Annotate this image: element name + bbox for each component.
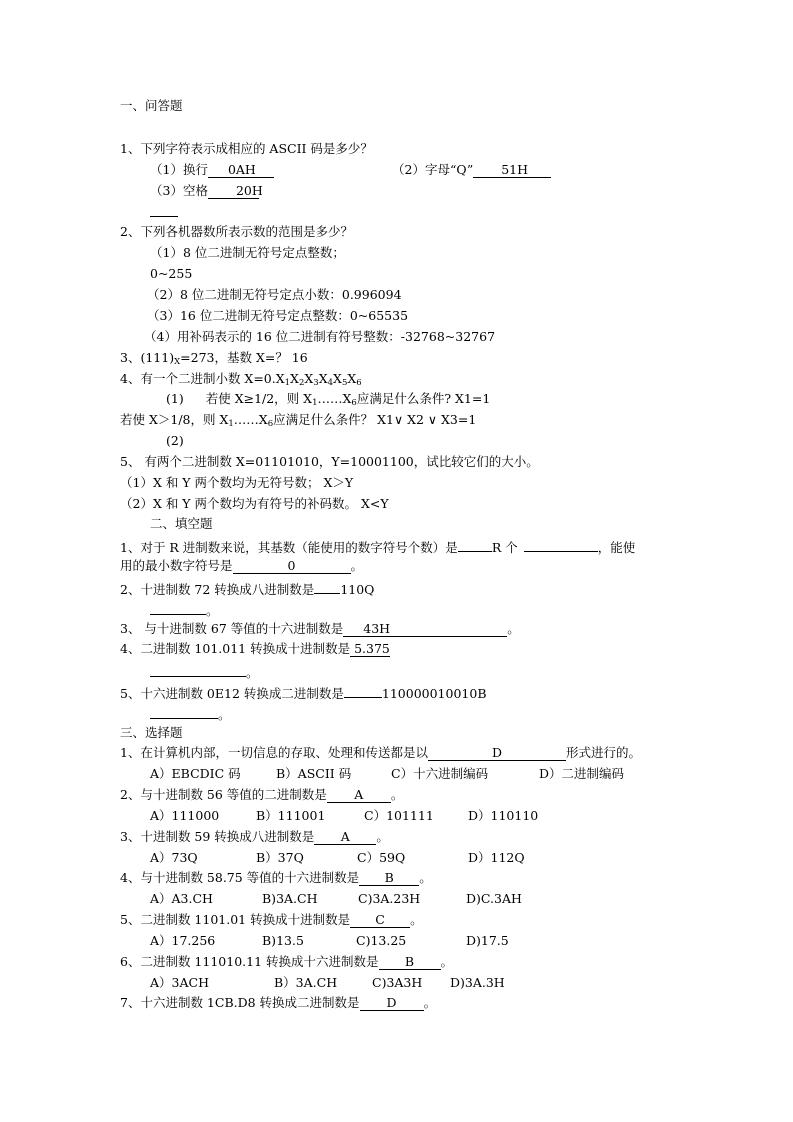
question-1-part-1 [150, 162, 274, 178]
fill-4-cont: 。 [150, 662, 259, 681]
fill-1: 1、对于 R 进制数来说，其基数（能使用的数字符号个数）是 R 个 ，能使 [120, 537, 635, 556]
answer-blank: A [327, 788, 391, 803]
answer-blank [150, 600, 206, 615]
option-d: D）二进制编码 [539, 766, 625, 781]
option-a: A）17.256 [150, 933, 216, 948]
option-d: D)C.3AH [466, 891, 522, 906]
question-4-part-2: (2) [166, 433, 184, 448]
answer-blank [344, 683, 382, 698]
question-2: 2、下列各机器数所表示数的范围是多少？ [120, 224, 353, 239]
question-5-part-2: （2）X 和 Y 两个数均为有符号的补码数。 X<Y [120, 496, 389, 511]
section-heading-choice: 三、选择题 [120, 725, 183, 740]
answer-blank: D [428, 746, 566, 761]
question-2-part-1-answer: 0~255 [150, 266, 193, 281]
option-c: C)3A3H [372, 975, 423, 990]
option-a: A）111000 [150, 808, 220, 823]
answer-blank: B [379, 955, 441, 970]
option-d: D）110110 [468, 808, 539, 823]
option-c: C）59Q [357, 850, 406, 865]
option-a: A）EBCDIC 码 [150, 766, 241, 781]
option-a: A）3ACH [150, 975, 209, 990]
answer-blank: B [359, 871, 419, 886]
fill-2-cont: 。 [150, 600, 219, 619]
option-c: C）101111 [364, 808, 434, 823]
fill-2: 2、十进制数 72 转换成八进制数是 110Q [120, 579, 374, 598]
choice-5: 5、二进制数 1101.01 转换成十进制数是 C 。 [120, 912, 423, 927]
question-1-part-2 [392, 162, 551, 178]
choice-4: 4、与十进制数 58.75 等值的十六进制数是 B 。 [120, 870, 432, 885]
answer-blank [458, 537, 492, 552]
option-d: D)17.5 [466, 933, 509, 948]
fill-3: 3、 与十进制数 67 等值的十六进制数是 43H 。 [120, 621, 520, 636]
answer-blank: 51H [473, 163, 551, 178]
question-2-part-4: （4）用补码表示的 16 位二进制有符号整数：-32768~32767 [144, 329, 496, 344]
question-4-part-1-cont: 若使 X＞1/8，则 $X_1\dots\dots X_6$应满足什么条件？ X1∨ X2 ∨ X3=1 [120, 412, 477, 429]
choice-1: 1、在计算机内部，一切信息的存取、处理和传送都是以 D 形式进行的。 [120, 745, 641, 760]
answer-blank: C [350, 913, 410, 928]
question-2-part-2: （2）8 位二进制无符号定点小数：0.996094 [147, 287, 402, 302]
fill-1-line-2: 用的最小数字符号是 0 。 [120, 558, 364, 573]
question-4-part-1: (1) 若使 X≥1/2，则 $X_1\dots\dots X_6$应满足什么条件? X1=1 [166, 391, 491, 408]
option-b: B）3A.CH [274, 975, 338, 990]
answer-blank [524, 537, 598, 552]
option-a: A）73Q [150, 850, 198, 865]
section-heading-fill: 二、填空题 [150, 516, 213, 531]
section-heading-qa: 一、问答题 [120, 98, 183, 113]
answer-blank [314, 579, 340, 594]
option-d: D)3A.3H [450, 975, 505, 990]
answer-blank: 20H [208, 184, 259, 199]
fill-4: 4、二进制数 101.011 转换成十进制数是 5.375 [120, 641, 390, 656]
answer-blank: A [314, 830, 376, 845]
fill-5-cont: 。 [150, 704, 231, 723]
choice-1-options [150, 766, 241, 782]
question-4: 4、有一个二进制小数 $X=0.X_1X_2X_3X_4X_5X_6$ [120, 371, 362, 388]
fill-5: 5、十六进制数 0E12 转换成二进制数是 110000010010B [120, 683, 487, 702]
option-c: C)3A.23H [358, 891, 421, 906]
choice-6: 6、二进制数 111010.11 转换成十六进制数是 B 。 [120, 954, 454, 969]
question-3: 3、$(111)_X=273$，基数 X=？ 16 [120, 350, 308, 367]
part-label: （3）空格 [150, 183, 208, 198]
question-2-part-1: （1）8 位二进制无符号定点整数； [150, 245, 345, 260]
option-b: B)13.5 [262, 933, 304, 948]
option-b: B）ASCII 码 [276, 766, 352, 781]
option-c: C)13.25 [356, 933, 407, 948]
answer-blank: 0 [233, 559, 351, 574]
answer-blank: 43H [343, 622, 507, 637]
option-b: B)3A.CH [262, 891, 318, 906]
option-c: C）十六进制编码 [391, 766, 489, 781]
question-5: 5、 有两个二进制数 X=01101010，Y=10001100，试比较它们的大小。 [120, 454, 539, 469]
question-5-part-1: （1）X 和 Y 两个数均为无符号数； X＞Y [120, 475, 354, 490]
question-1: 1、下列字符表示成相应的 ASCII 码是多少？ [120, 141, 373, 156]
answer-blank: 0AH [208, 163, 274, 178]
answer-blank: D [360, 996, 424, 1011]
choice-2: 2、与十进制数 56 等值的二进制数是 A 。 [120, 787, 404, 802]
question-1-part-3 [150, 183, 263, 199]
answer-blank [150, 704, 218, 719]
answer-blank: 5.375 [350, 642, 390, 657]
choice-7: 7、十六进制数 1CB.D8 转换成二进制数是 D 。 [120, 995, 437, 1010]
part-label: （1）换行 [150, 162, 208, 177]
option-d: D）112Q [468, 850, 525, 865]
choice-3: 3、十进制数 59 转换成八进制数是 A 。 [120, 829, 389, 844]
question-2-part-3: （3）16 位二进制无符号定点整数：0~65535 [147, 308, 409, 323]
answer-blank [150, 662, 246, 677]
option-b: B）111001 [256, 808, 326, 823]
option-b: B）37Q [256, 850, 304, 865]
trailing-underline [150, 216, 178, 217]
part-label: （2）字母“Q” [392, 162, 474, 177]
option-a: A）A3.CH [150, 891, 213, 906]
